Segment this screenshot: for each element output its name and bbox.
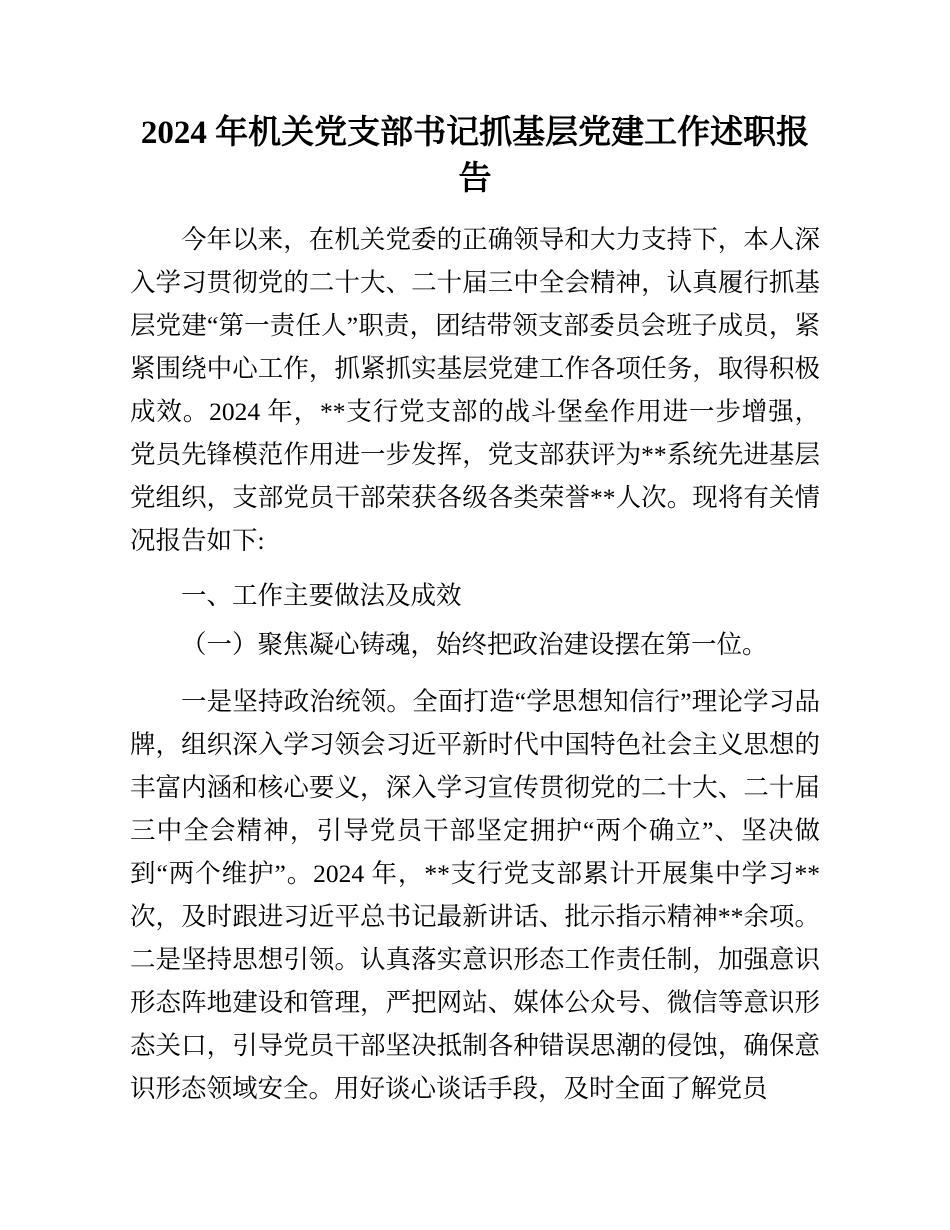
paragraph-measures: 一是坚持政治统领。全面打造“学思想知信行”理论学习品牌，组织深入学习领会习近平新时代中国特色社会主义思想的丰富内涵和核心要义，深入学习宣传贯彻党的二十大、二十届三中全会精神，引导党员干部坚定拥护“两个确立”、坚决做到“两个维护”。2024 年，**支行党支部累计开展集中学习**次，及时跟进习近平总书记最新讲话、批示指示精神**余项。二是坚持思想引领。认真落实意识形态工作责任制，加强意识形态阵地建设和管理，严把网站、媒体公众号、微信等意识形态关口，引导党员干部坚决抵制各种错误思潮的侵蚀，确保意识形态领域安全。用好谈心谈话手段，及时全面了解党员 (130, 687, 820, 1103)
subsection-heading-political-building: （一）聚焦凝心铸魂，始终把政治建设摆在第一位。 (181, 630, 768, 659)
document-title: 2024 年机关党支部书记抓基层党建工作述职报告 (140, 115, 810, 197)
paragraph-intro: 今年以来，在机关党委的正确领导和大力支持下，本人深入学习贯彻党的二十大、二十届三中全会精神，认真履行抓基层党建“第一责任人”职责，团结带领支部委员会班子成员，紧紧围绕中心工作，抓紧抓实基层党建工作各项任务，取得积极成效。2024 年，**支行党支部的战斗堡垒作用进一步增强，党员先锋模范作用进一步发挥，党支部获评为**系统先进基层党组织，支部党员干部荣获各级各类荣誉**人次。现将有关情况报告如下: (130, 225, 820, 555)
section-heading-main-practices: 一、工作主要做法及成效 (181, 581, 462, 610)
document-content (130, 0, 820, 1110)
